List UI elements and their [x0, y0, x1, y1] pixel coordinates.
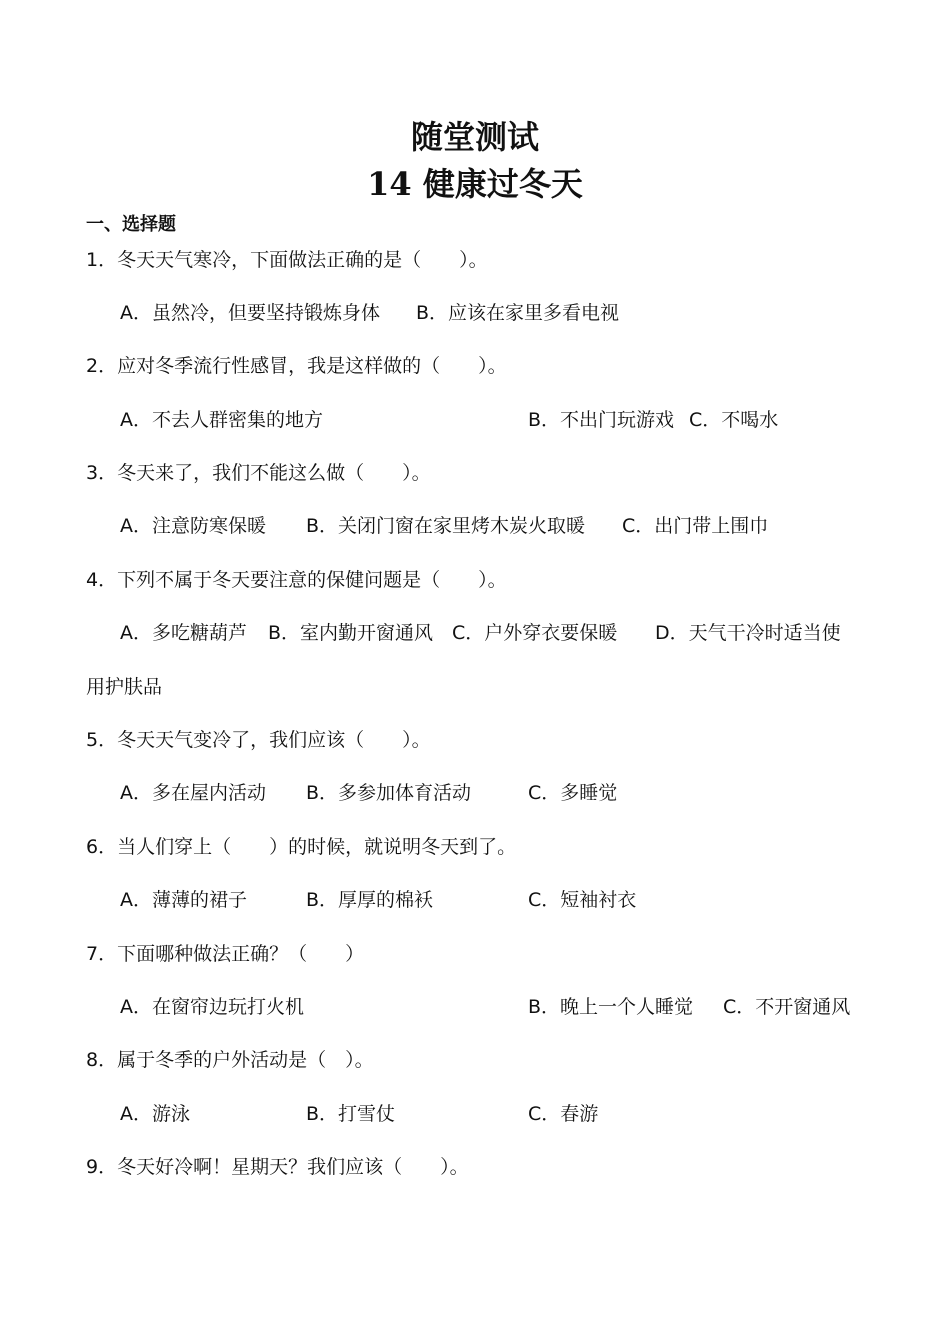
q3-option-c: C．出门带上围巾: [622, 515, 769, 537]
page-title: 随堂测试: [410, 118, 539, 156]
q8-option-c: C．春游: [528, 1103, 599, 1125]
q6-option-a: A．薄薄的裙子: [120, 889, 247, 911]
question-3: 3．冬天来了，我们不能这么做（ ）。: [86, 462, 431, 484]
q7-option-c: C．不开窗通风: [723, 996, 851, 1018]
q7-option-b: B．晚上一个人睡觉: [528, 996, 694, 1018]
q3-option-b: B．关闭门窗在家里烤木炭火取暖: [306, 515, 586, 537]
question-4: 4．下列不属于冬天要注意的保健问题是（ ）。: [86, 569, 507, 591]
q4-option-c: C．户外穿衣要保暖: [452, 622, 618, 644]
section-heading: 一、选择题: [86, 214, 176, 235]
q3-option-a: A．注意防寒保暖: [120, 515, 266, 537]
q5-option-c: C．多睡觉: [528, 782, 618, 804]
question-8: 8．属于冬季的户外活动是（ ）。: [86, 1049, 374, 1071]
q6-option-c: C．短袖衬衣: [528, 889, 637, 911]
question-7: 7．下面哪种做法正确？（ ）: [86, 943, 365, 965]
q2-option-c: C．不喝水: [689, 409, 779, 431]
question-9: 9．冬天好冷啊！星期天？我们应该（ ）。: [86, 1156, 469, 1178]
question-1: 1．冬天天气寒冷，下面做法正确的是（ ）。: [86, 249, 488, 271]
q7-option-a: A．在窗帘边玩打火机: [120, 996, 304, 1018]
q4-option-d: D．天气干冷时适当使: [655, 622, 841, 644]
q1-option-b: B．应该在家里多看电视: [416, 302, 620, 324]
question-5: 5．冬天天气变冷了，我们应该（ ）。: [86, 729, 431, 751]
q5-option-b: B．多参加体育活动: [306, 782, 472, 804]
q4-option-b: B．室内勤开窗通风: [268, 622, 434, 644]
q1-option-a: A．虽然冷，但要坚持锻炼身体: [120, 302, 380, 324]
q8-option-a: A．游泳: [120, 1103, 190, 1125]
q4-option-d-continuation: 用护肤品: [86, 676, 163, 698]
question-2: 2．应对冬季流行性感冒，我是这样做的（ ）。: [86, 355, 507, 377]
q5-option-a: A．多在屋内活动: [120, 782, 266, 804]
q6-option-b: B．厚厚的棉袄: [306, 889, 434, 911]
lesson-title: 14 健康过冬天: [367, 165, 583, 203]
q2-option-a: A．不去人群密集的地方: [120, 409, 323, 431]
q4-option-a: A．多吃糖葫芦: [120, 622, 247, 644]
q2-option-b: B．不出门玩游戏: [528, 409, 675, 431]
question-6: 6．当人们穿上（ ）的时候，就说明冬天到了。: [86, 836, 517, 858]
q8-option-b: B．打雪仗: [306, 1103, 396, 1125]
